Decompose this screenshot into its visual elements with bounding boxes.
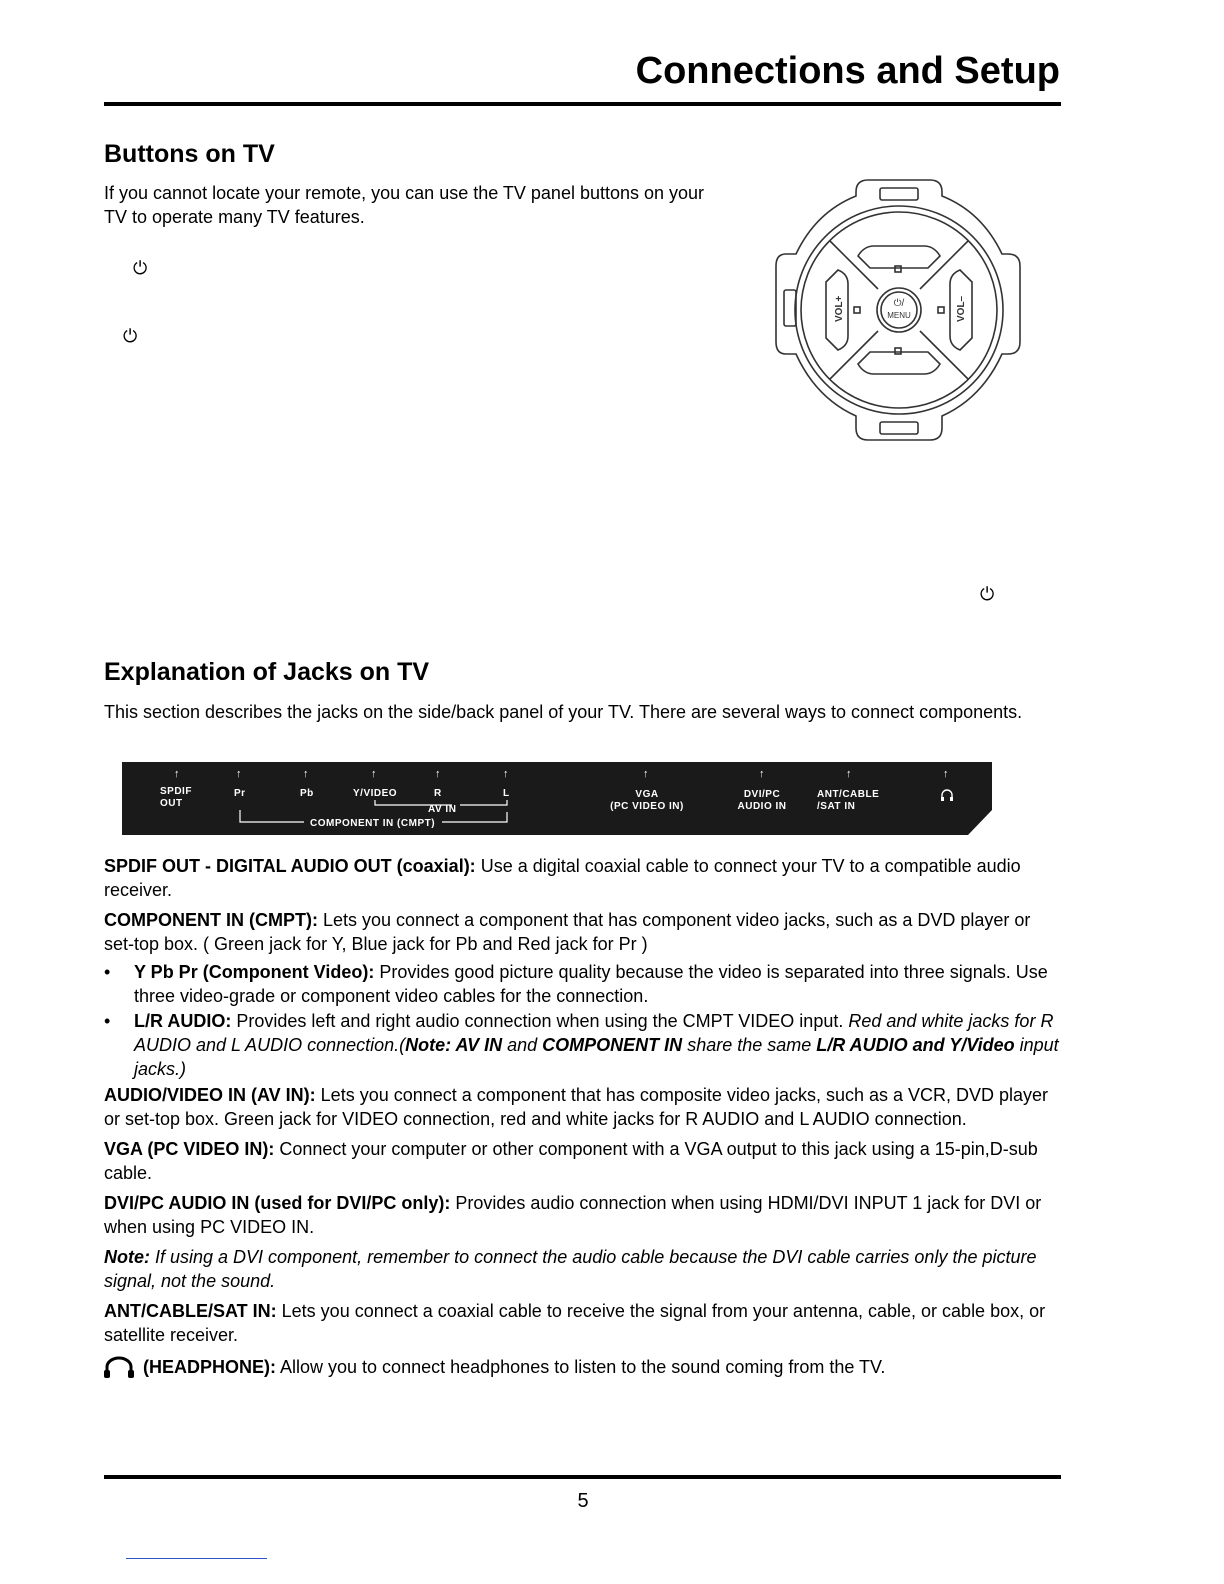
- pin-icon: ↑: [759, 768, 765, 780]
- desc-ant: [104, 1299, 1060, 1347]
- desc-lr-end: input jacks.): [134, 1035, 1059, 1079]
- jack-label-spdif-line1: SPDIF: [160, 786, 192, 797]
- desc-vga: [104, 1137, 1060, 1185]
- desc-ypbpr-title: Y Pb Pr (Component Video):: [134, 962, 375, 982]
- page-title: Connections and Setup: [635, 50, 1060, 92]
- pin-icon: ↑: [303, 768, 309, 780]
- desc-av-in: [104, 1083, 1060, 1131]
- desc-ant-title: ANT/CABLE/SAT IN:: [104, 1301, 277, 1321]
- desc-headphone-text: Allow you to connect headphones to listen to the sound coming from the TV.: [276, 1357, 886, 1377]
- footer-rule: [104, 1475, 1061, 1479]
- desc-vga-text: Connect your computer or other component with a VGA output to this jack using a 15-pin,D-sub cable.: [104, 1139, 1038, 1183]
- desc-av-text: Lets you connect a component that has composite video jacks, such as a VCR, DVD player or set-top box. Green jack for VIDEO connection, red and white jacks for R AUDIO and L AUDIO connection.: [104, 1085, 1049, 1129]
- diagram-vol-minus-label: VOL–: [956, 295, 967, 322]
- pin-icon: ↑: [503, 768, 509, 780]
- power-icon: ⏻: [980, 584, 995, 604]
- desc-dvi-title: DVI/PC AUDIO IN (used for DVI/PC only):: [104, 1193, 451, 1213]
- desc-lr-note: Note: AV IN: [405, 1035, 503, 1055]
- desc-spdif: [104, 854, 1060, 902]
- jack-label-vga-line1: VGA: [635, 789, 659, 800]
- desc-ant-text: Lets you connect a coaxial cable to receive the signal from your antenna, cable, or cable box, or satellite receiver.: [104, 1301, 1046, 1345]
- desc-component: [104, 908, 1060, 956]
- jack-label-av-in: AV IN: [428, 804, 457, 815]
- desc-lr-title: L/R AUDIO:: [134, 1011, 232, 1031]
- jack-label-r: R: [434, 788, 442, 799]
- jack-label-dvi-line1: DVI/PC: [743, 789, 781, 800]
- headphone-icon: [104, 1356, 138, 1378]
- pin-icon: ↑: [643, 768, 649, 780]
- desc-lr-share: share the same: [682, 1035, 817, 1055]
- jack-label-ant: [817, 789, 879, 813]
- desc-dvi: [104, 1191, 1060, 1239]
- jack-descriptions: [104, 854, 1060, 1379]
- desc-component-title: COMPONENT IN (CMPT):: [104, 910, 318, 930]
- jacks-intro: This section describes the jacks on the side/back panel of your TV. There are several ways to connect components.: [104, 702, 1023, 722]
- footer-link-line: [126, 1558, 267, 1559]
- pin-icon: ↑: [371, 768, 377, 780]
- desc-av-title: AUDIO/VIDEO IN (AV IN):: [104, 1085, 316, 1105]
- pin-icon: ↑: [435, 768, 441, 780]
- pin-icon: ↑: [943, 768, 949, 780]
- desc-spdif-title: SPDIF OUT - DIGITAL AUDIO OUT (coaxial):: [104, 856, 476, 876]
- bullet: •: [104, 962, 111, 982]
- jack-label-vga: [609, 789, 685, 813]
- header-rule: [104, 102, 1061, 106]
- buttons-intro: [104, 181, 784, 229]
- page-number: 5: [577, 1490, 589, 1512]
- desc-headphone-title: (HEADPHONE):: [138, 1357, 276, 1377]
- desc-lr-audio: [104, 1009, 1060, 1081]
- jacks-heading: Explanation of Jacks on TV: [104, 658, 430, 686]
- jack-label-spdif-line2: OUT: [160, 798, 183, 809]
- desc-note: [104, 1245, 1060, 1293]
- diagram-vol-plus-label: VOL+: [834, 295, 845, 322]
- jack-label-pr: Pr: [234, 788, 246, 799]
- jack-label-vga-line2: (PC VIDEO IN): [610, 801, 684, 812]
- diagram-menu-label: MENU: [887, 311, 911, 320]
- desc-ypbpr: [104, 960, 1060, 1008]
- pin-icon: ↑: [846, 768, 852, 780]
- buttons-heading: Buttons on TV: [104, 140, 275, 168]
- power-icon: ⏻: [133, 258, 148, 278]
- jack-label-spdif: [160, 786, 192, 810]
- desc-lr-and: and: [502, 1035, 543, 1055]
- desc-vga-title: VGA (PC VIDEO IN):: [104, 1139, 275, 1159]
- desc-lr-italic: Red and white jacks for R AUDIO and L AUDIO connection.(: [134, 1011, 1054, 1055]
- buttons-intro-line2: TV to operate many TV features.: [104, 207, 365, 227]
- desc-component-text: Lets you connect a component that has component video jacks, such as a DVD player or set-top box. ( Green jack for Y, Blue jack for Pb and Red jack for Pr ): [104, 910, 1031, 954]
- jack-label-ant-line2: /SAT IN: [817, 801, 856, 812]
- desc-headphone: [104, 1355, 1060, 1379]
- desc-lr-cmpt: COMPONENT IN: [542, 1035, 683, 1055]
- bullet: •: [104, 1011, 111, 1031]
- jack-label-dvi: [734, 789, 790, 813]
- pin-icon: ↑: [236, 768, 242, 780]
- jack-label-pb: Pb: [300, 788, 314, 799]
- jack-panel: [122, 762, 994, 836]
- tv-button-diagram: [770, 172, 1028, 447]
- buttons-intro-line1: If you cannot locate your remote, you can use the TV panel buttons on your: [104, 183, 705, 203]
- jack-label-yvideo: Y/VIDEO: [353, 788, 398, 799]
- power-icon: ⏻: [123, 326, 138, 346]
- jack-label-dvi-line2: AUDIO IN: [737, 801, 787, 812]
- desc-dvi-text: Provides audio connection when using HDMI/DVI INPUT 1 jack for DVI or when using PC VIDEO IN.: [104, 1193, 1042, 1237]
- desc-lr-text: Provides left and right audio connection when using the CMPT VIDEO input.: [231, 1011, 849, 1031]
- desc-lr-lraudio: L/R AUDIO and Y/Video: [816, 1035, 1015, 1055]
- jack-label-l: L: [503, 788, 510, 799]
- desc-note-title: Note:: [104, 1247, 150, 1267]
- desc-ypbpr-text: Provides good picture quality because the video is separated into three signals. Use three video-grade or component video cables for the connection.: [134, 962, 1048, 1006]
- jack-label-component-in: COMPONENT IN (CMPT): [310, 818, 436, 829]
- jack-label-ant-line1: ANT/CABLE: [817, 789, 880, 800]
- desc-spdif-text: Use a digital coaxial cable to connect your TV to a compatible audio receiver.: [104, 856, 1021, 900]
- pin-icon: ↑: [174, 768, 180, 780]
- headphone-icon: [940, 788, 954, 802]
- desc-note-text: If using a DVI component, remember to connect the audio cable because the DVI cable carries only the picture signal, not the sound.: [104, 1247, 1037, 1291]
- diagram-power-label: ⏻/: [893, 298, 905, 309]
